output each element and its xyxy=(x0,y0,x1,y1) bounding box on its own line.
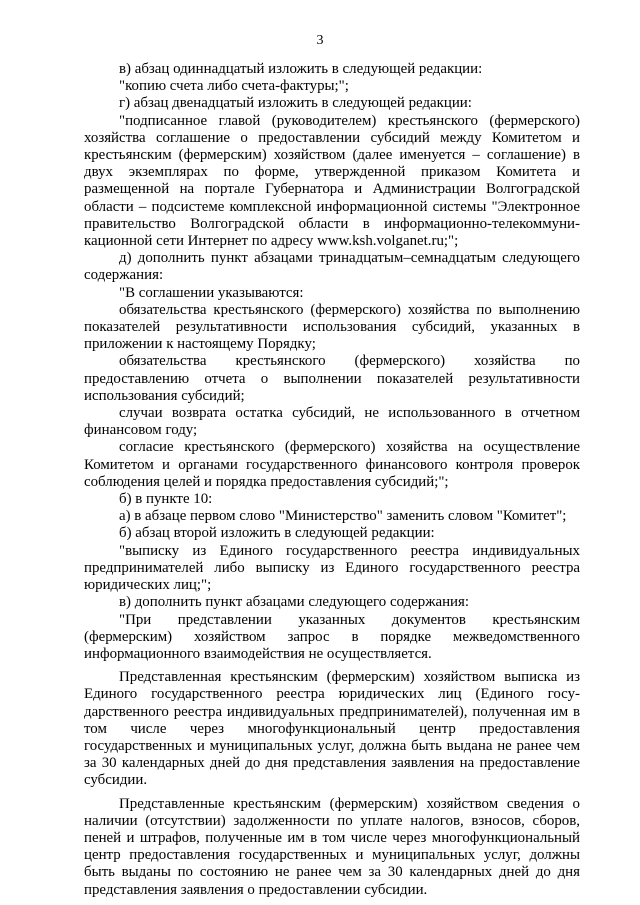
paragraph: б) абзац второй изложить в следующей редакции: xyxy=(119,525,435,542)
paragraph: а) в абзаце первом слово "Министерство" заменить словом "Комитет"; xyxy=(119,508,567,525)
paragraph: "подписанное главой (руководителем) крестьянского (фермерского) хозяйства соглашение о предоставлении субсидий между Комитетом и крестьянским (фермерским) хозяйством (далее именуется – соглашение) в двух экземплярах по форме, утвержденной приказом Комитета и размещенной на портале Губернатора и Администрации Волгоградской области – подсистеме комплексной информационной системы "Электронное правительство Волгоградской области в информационно-телекоммуникационной сети Интернет по адресу www.ksh.volganet.ru;"; xyxy=(84,112,580,250)
paragraph: "копию счета либо счета-фактуры;"; xyxy=(119,78,349,95)
document-body xyxy=(84,61,580,899)
paragraph: случаи возврата остатка субсидий, не использованного в отчетном финансовом году; xyxy=(84,405,580,439)
paragraph: б) в пункте 10: xyxy=(119,491,213,508)
paragraph: в) абзац одиннадцатый изложить в следующей редакции: xyxy=(119,61,483,77)
paragraph: Представленные крестьянским (фермерским) хозяйством сведения о наличии (отсутствии) задолженности по уплате налогов, взносов, сборов, пеней и штрафов, полученные им в том числе через многофункциональный центр предоставления государственных и муниципальных услуг, должны быть выданы по состоянию не ранее чем за 30 календарных дней до дня представления заявления о предоставлении субсидии. xyxy=(84,795,580,898)
paragraph: д) дополнить пункт абзацами тринадцатым–семнадцатым следующего содержания: xyxy=(84,250,580,284)
paragraph: "При представлении указанных документов крестьянским (фермерским) хозяйством запрос в порядке межведомственного информационного взаимодействия не осуществляется. xyxy=(84,611,580,662)
paragraph: обязательства крестьянского (фермерского) хозяйства по выполнению показателей результативности использования субсидий, указанных в приложении к настоящему Порядку; xyxy=(84,301,580,353)
paragraph: "выписку из Единого государственного реестра индивидуальных предпринимателей либо выписку из Единого государственного реестра юридических лиц;"; xyxy=(84,542,580,594)
paragraph: Представленная крестьянским (фермерским) хозяйством выписка из Единого государственного реестра юридических лиц (Единого государственного реестра индивидуальных предпринимателей), полученная им в том числе через многофункциональный центр предоставления государственных и муниципальных услуг, должна быть выдана не ранее чем за 30 календарных дней до дня представления заявления на предоставление субсидии. xyxy=(84,669,580,789)
paragraph: согласие крестьянского (фермерского) хозяйства на осуществление Комитетом и органами государственного финансового контроля проверок соблюдения целей и порядка предоставления субсидий;"; xyxy=(84,439,580,490)
paragraph: "В соглашении указываются: xyxy=(119,284,304,301)
paragraph: в) дополнить пункт абзацами следующего содержания: xyxy=(119,594,470,611)
page-number: 3 xyxy=(316,33,324,48)
paragraph: обязательства крестьянского (фермерского) хозяйства по предоставлению отчета о выполнении показателей результативности использования субсидий; xyxy=(84,353,580,404)
paragraph: г) абзац двенадцатый изложить в следующей редакции: xyxy=(119,95,472,112)
